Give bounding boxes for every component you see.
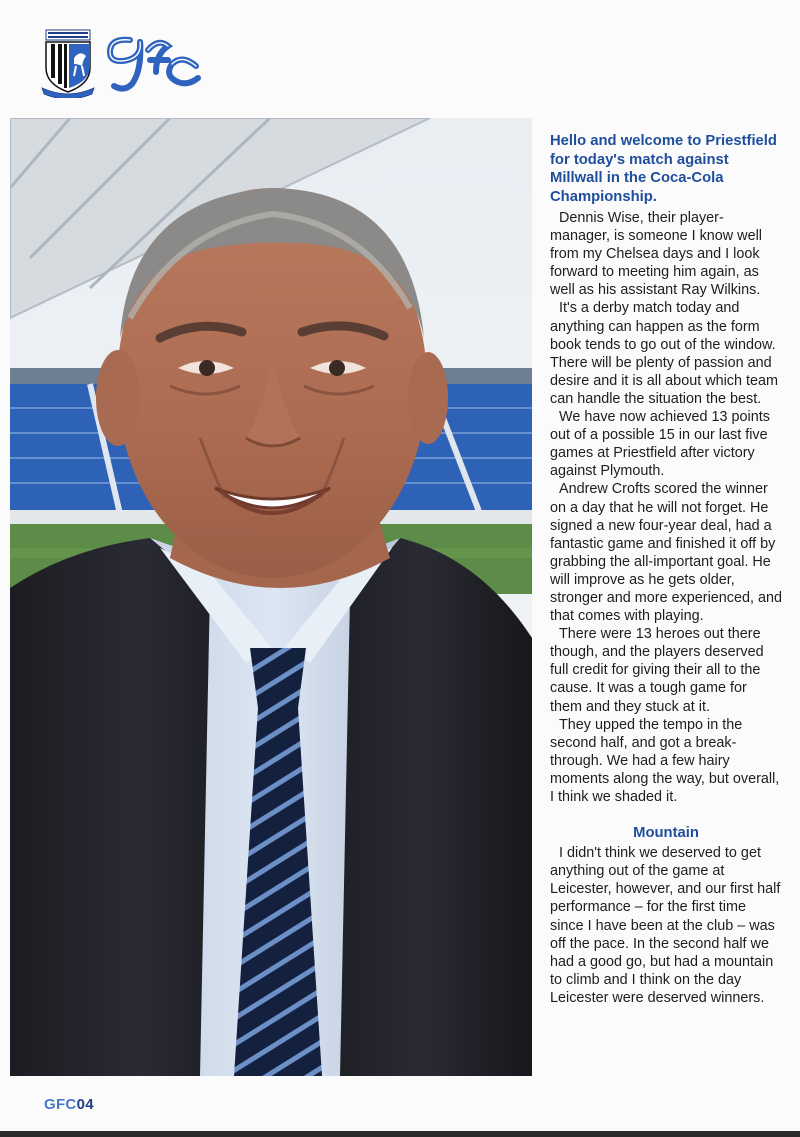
folio-prefix: GFC bbox=[44, 1096, 77, 1113]
article-paragraph: We have now achieved 13 points out of a possible 15 in our last five games at Priestfield after victory against Plymouth. bbox=[550, 409, 770, 480]
article-subheading: Mountain bbox=[633, 825, 699, 842]
article-paragraph: I didn't think we deserved to get anything out of the game at Leicester, however, and our first half performance – for the first time since I have been at the club – was off the pace. In the second half we had a good go, but had a mountain to climb and I think on the day Leicester were deserved winners. bbox=[550, 845, 781, 1006]
article-column bbox=[550, 132, 782, 1007]
page-folio bbox=[44, 1096, 94, 1113]
article-intro: Hello and welcome to Priestfield for today's match against Millwall in the Coca-Cola Championship. bbox=[550, 133, 777, 205]
page-bottom-edge bbox=[0, 1131, 800, 1137]
folio-number: 04 bbox=[76, 1096, 94, 1113]
manager-portrait-photo bbox=[10, 118, 532, 1076]
club-crest-icon bbox=[40, 28, 96, 98]
article-paragraph: Andrew Crofts scored the winner on a day that he will not forget. He signed a new four-year deal, had a fantastic game and finished it off by grabbing the all-important goal. He will improve as he gets older, stronger and more experienced, and that comes with playing. bbox=[550, 481, 782, 625]
article-paragraph: Dennis Wise, their player-manager, is someone I know well from my Chelsea days and I look forward to meeting him again, as well as his assistant Ray Wilkins. bbox=[550, 210, 762, 299]
article-paragraph: They upped the tempo in the second half, and got a break-through. We had a few hairy moments along the way, but overall, I think we shaded it. bbox=[550, 716, 780, 805]
article-paragraph: It's a derby match today and anything can happen as the form book tends to go out of the window. There will be plenty of passion and desire and it is all about which team can handle the situation the best. bbox=[550, 300, 778, 407]
gfc-monogram-logo bbox=[102, 30, 202, 94]
article-paragraph: There were 13 heroes out there though, and the players deserved full credit for giving their all to the cause. It was a tough game for them and they stuck at it. bbox=[550, 626, 764, 715]
